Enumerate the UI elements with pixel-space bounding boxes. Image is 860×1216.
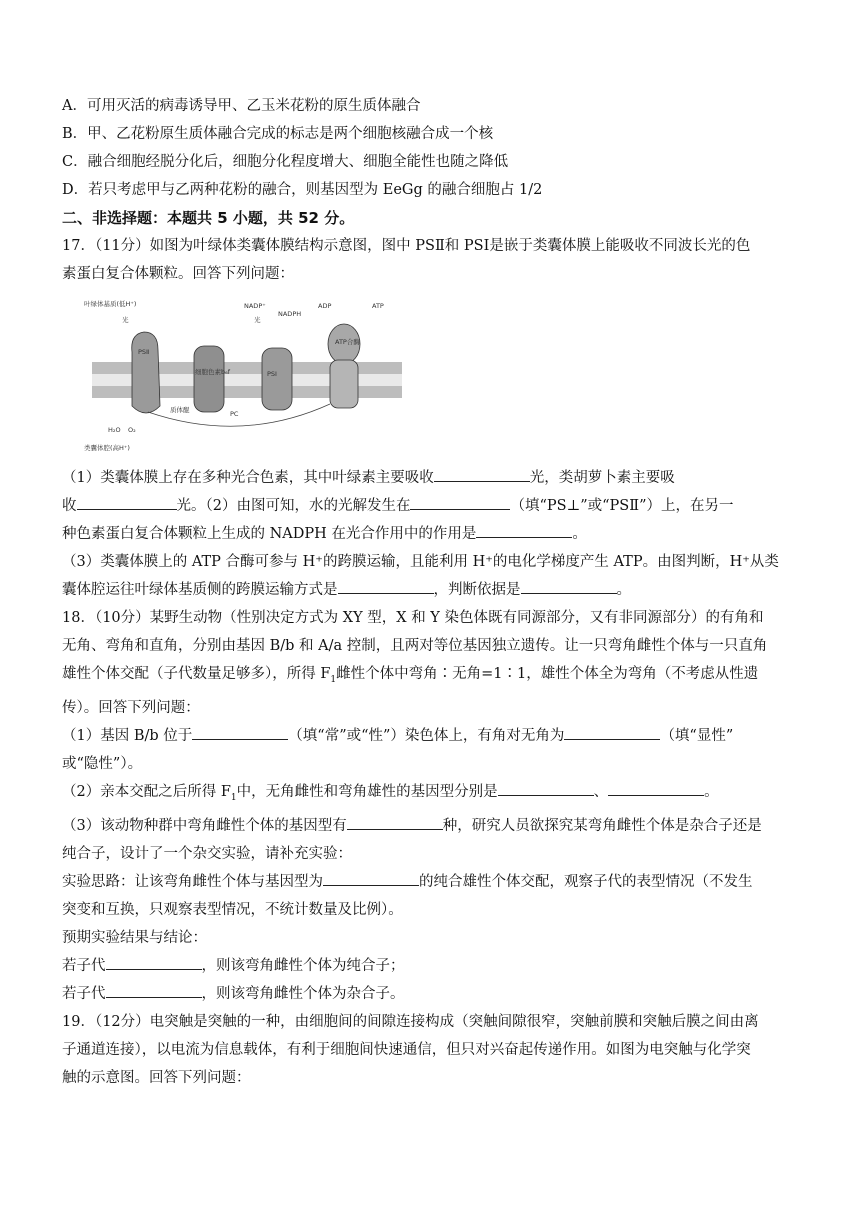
q18-part5-line: 预期实验结果与结论：	[62, 929, 207, 946]
q18-stem-line2: 无角、弯角和直角，分别由基因 B/b 和 A/a 控制，且两对等位基因独立遗传。让一只弯角雌性个体与一只直角	[62, 638, 768, 654]
q17-p1-text-f: 种色素蛋白复合体颗粒上生成的 NADPH 在光合作用中的作用是	[62, 526, 477, 542]
q18-part1-line2: 或“隐性”）。	[62, 755, 143, 772]
atp-label: ATP	[372, 302, 384, 310]
q17-blank-basis[interactable]	[521, 579, 617, 594]
q18-p1-text-a: （1）基因 B/b 位于	[62, 727, 193, 744]
adp-label: ADP	[318, 302, 332, 310]
q17-part3-line2	[62, 576, 802, 604]
q17-p1-text-a: （1）类囊体膜上存在多种光合色素，其中叶绿素主要吸收	[62, 470, 434, 486]
q17-p1-text-d: 光。（2）由图可知，水的光解发生在	[176, 498, 411, 514]
light-label-2: 光	[254, 316, 261, 324]
nadph-label: NADPH	[278, 310, 302, 318]
q18-stem-line1: 18．（10分）某野生动物（性别决定方式为 XY 型，X 和 Y 染色体既有同源部分，又有非同源部分）的有角和	[62, 610, 764, 626]
q19-stem-line1: 19．（12分）电突触是突触的一种，由细胞间的间隙连接构成（突触间隙很窄，突触前膜和突触后膜之间由离	[62, 1013, 759, 1030]
q18-p7-text-b: ，则该弯角雌性个体为杂合子。	[201, 985, 405, 1002]
q18-stem-line4: 传）。回答下列问题：	[62, 699, 200, 716]
q18-part3-line1	[62, 812, 802, 840]
q17-p1-text-b: 光，类胡萝卜素主要吸	[529, 470, 675, 486]
q17-p1-text-e: （填“PS⊥”或“PSⅡ”）上，在另一	[510, 498, 734, 514]
q18-p3-text-b: 种，研究人员欲探究某弯角雌性个体是杂合子还是	[442, 817, 762, 834]
cytochrome-label: 细胞色素b₆f	[195, 368, 231, 376]
q17-stem-line1: 17．（11分）如图为叶绿体类囊体膜结构示意图，图中 PSⅡ和 PSⅠ是嵌于类囊体膜上能吸收不同波长光的色	[62, 238, 751, 254]
q18-blank-dominance[interactable]	[564, 725, 660, 740]
q17-blank-transport-mode[interactable]	[338, 579, 434, 594]
q18-stem-line3	[62, 660, 802, 694]
q18-blank-result-1[interactable]	[106, 955, 202, 970]
q18-stem-text-b: 雌性个体中弯角∶无角=1∶1，雄性个体全为弯角（不考虑从性遗	[336, 666, 759, 682]
q17-part1-line3	[62, 520, 802, 548]
psi-complex	[262, 348, 292, 410]
option-c: C．融合细胞经脱分化后，细胞分化程度增大、细胞全能性也随之降低	[62, 154, 509, 170]
q18-p2-text-a: （2）亲本交配之后所得 F	[62, 783, 231, 800]
psii-complex	[132, 332, 160, 413]
q19-stem-line3: 触的示意图。回答下列问题：	[62, 1069, 251, 1086]
q18-p2-text-c: 、	[593, 783, 609, 800]
lumen-label: 类囊体腔(高H⁺)	[84, 444, 130, 452]
stroma-label: 叶绿体基质(低H⁺)	[84, 300, 137, 308]
option-d: D．若只考虑甲与乙两种花粉的融合，则基因型为 EeGg 的融合细胞占 1/2	[62, 182, 543, 198]
q18-part7-line	[62, 980, 802, 1008]
q18-p4-text-a: 实验思路：让该弯角雌性个体与基因型为	[62, 873, 323, 890]
q19-stem-line2: 子通道连接），以电流为信息载体，有利于细胞间快速通信，但只对兴奋起传递作用。如图为电突触与化学突	[62, 1041, 751, 1058]
q18-blank-chromosome[interactable]	[192, 725, 288, 740]
q18-part4-line1	[62, 868, 802, 896]
q18-p4-text-b: 的纯合雄性个体交配，观察子代的表型情况（不发生	[419, 873, 753, 890]
q18-blank-genotype-count[interactable]	[347, 815, 443, 830]
q18-stem-text-a: 雄性个体交配（子代数量足够多），所得 F	[62, 666, 331, 682]
nadp-label: NADP⁺	[244, 302, 266, 310]
q18-p2-text-d: 。	[704, 783, 719, 800]
q18-p6-text-a: 若子代	[62, 957, 106, 974]
psii-label: PSⅡ	[138, 348, 150, 356]
exam-page	[62, 92, 802, 1092]
psi-label: PSⅠ	[267, 370, 277, 378]
q17-p3-text-c: ，判断依据是	[433, 582, 521, 598]
q18-part4-line2: 突变和互换，只观察表型情况，不统计数量及比例）。	[62, 901, 403, 918]
q18-blank-male-genotype[interactable]	[323, 871, 419, 886]
light-label-1: 光	[122, 316, 129, 324]
atp-synthase-label: ATP合酶	[335, 338, 360, 346]
thylakoid-membrane-figure	[82, 294, 412, 456]
q17-part3-line1: （3）类囊体膜上的 ATP 合酶可参与 H⁺的跨膜运输，且能利用 H⁺的电化学梯度产生 ATP。由图判断，H⁺从类	[62, 554, 779, 570]
option-a: A．可用灭活的病毒诱导甲、乙玉米花粉的原生质体融合	[62, 98, 421, 114]
q17-p3-text-b: 囊体腔运往叶绿体基质侧的跨膜运输方式是	[62, 582, 338, 598]
q18-f1-subscript-2: 1	[230, 792, 237, 803]
thylakoid-diagram	[82, 294, 412, 456]
q18-blank-genotype-1[interactable]	[498, 781, 594, 796]
q18-part1-line1	[62, 722, 802, 750]
q18-f1-subscript: 1	[330, 674, 337, 685]
q17-stem-line2: 素蛋白复合体颗粒。回答下列问题：	[62, 266, 294, 282]
water-label: H₂O	[108, 426, 121, 434]
q17-p1-text-g: 。	[572, 526, 587, 542]
q18-p1-text-c: （填“显性”	[660, 727, 734, 744]
q18-p7-text-a: 若子代	[62, 985, 106, 1002]
q17-blank-photolysis-site[interactable]	[410, 495, 510, 510]
q18-p2-text-b: 中，无角雌性和弯角雄性的基因型分别是	[236, 783, 498, 800]
q18-p1-text-b: （填“常”或“性”）染色体上，有角对无角为	[288, 727, 565, 744]
q17-blank-carotenoid[interactable]	[77, 495, 177, 510]
q18-p3-text-a: （3）该动物种群中弯角雌性个体的基因型有	[62, 817, 347, 834]
q17-blank-nadph-role[interactable]	[476, 523, 572, 538]
q18-blank-result-2[interactable]	[106, 983, 202, 998]
q18-p6-text-b: ，则该弯角雌性个体为纯合子；	[201, 957, 405, 974]
option-b: B．甲、乙花粉原生质体融合完成的标志是两个细胞核融合成一个核	[62, 126, 494, 142]
q17-part1-line1	[62, 464, 802, 492]
q17-p1-text-c: 收	[62, 498, 77, 514]
pc-label: PC	[230, 410, 239, 418]
q17-part1-line2	[62, 492, 802, 520]
atp-synthase	[328, 324, 360, 408]
oxygen-label: O₂	[128, 426, 136, 434]
q18-part3-line2: 纯合子，设计了一个杂交实验，请补充实验：	[62, 845, 352, 862]
q18-blank-genotype-2[interactable]	[608, 781, 704, 796]
section-heading: 二、非选择题：本题共 5 小题，共 52 分。	[62, 209, 355, 227]
q18-part2-line	[62, 778, 802, 812]
plastoquinone-label: 质体醌	[170, 406, 190, 414]
q18-part6-line	[62, 952, 802, 980]
q17-blank-chlorophyll[interactable]	[434, 467, 530, 482]
q17-p3-text-d: 。	[616, 582, 631, 598]
